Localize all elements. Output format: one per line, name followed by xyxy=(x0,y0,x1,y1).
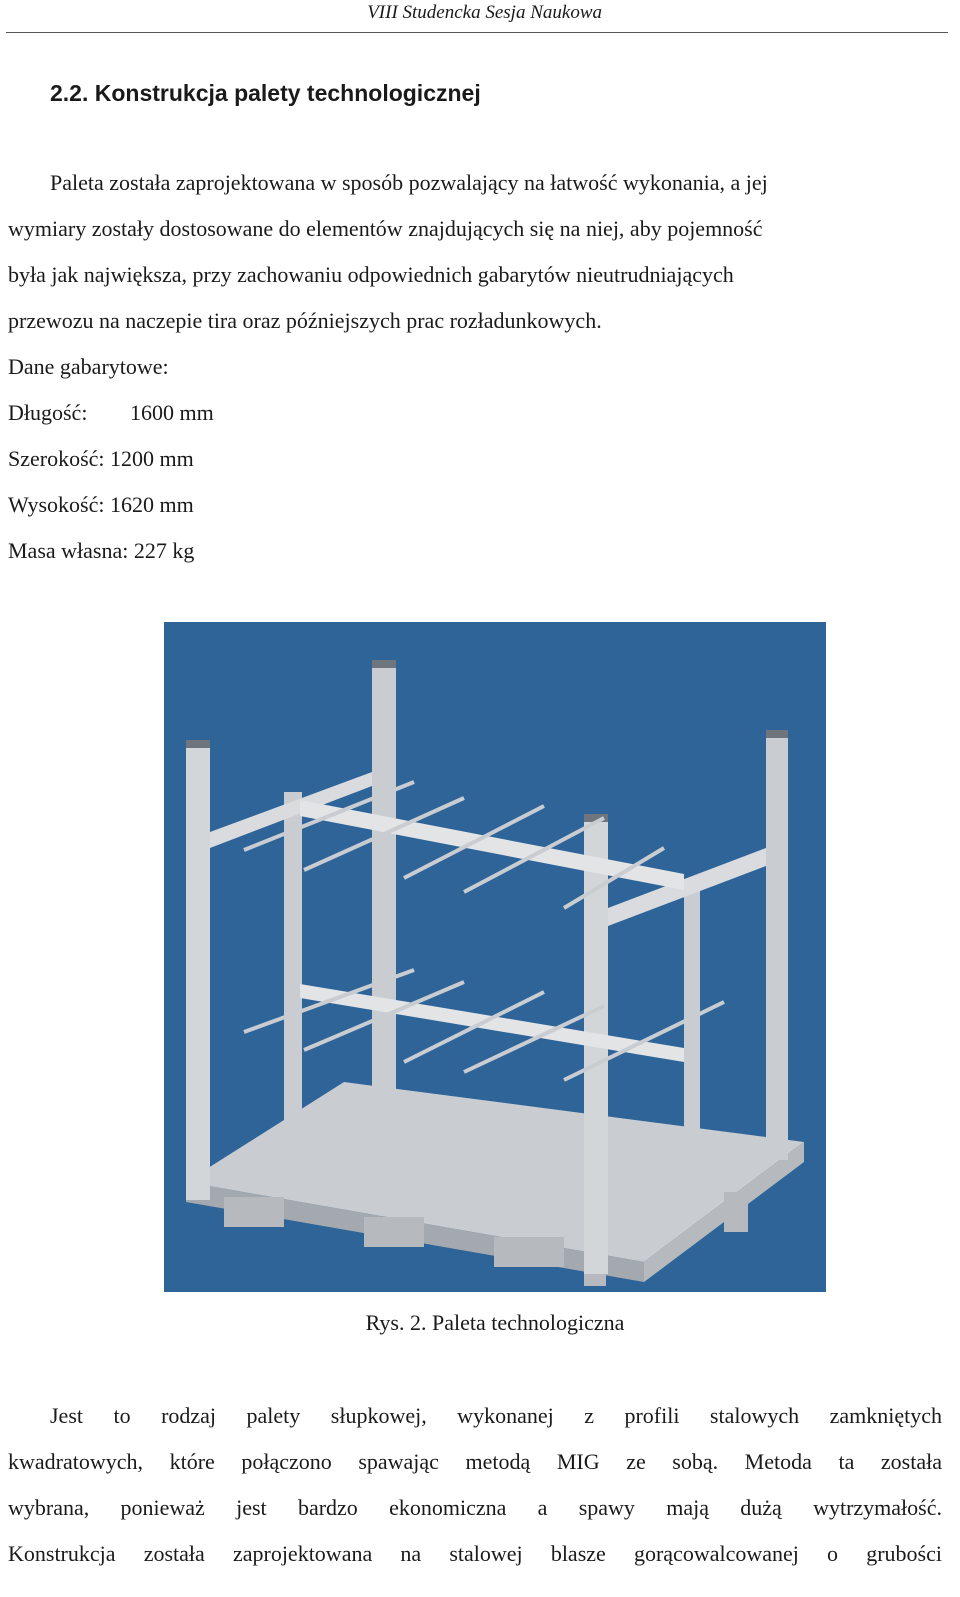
pallet-base-plate xyxy=(186,1082,804,1262)
pallet-post-middle xyxy=(284,792,302,1162)
spec-item-mass xyxy=(8,528,214,574)
paragraph-line: Konstrukcja została zaprojektowana na stalowej blasze gorącowalcowanej o grubości xyxy=(8,1541,942,1566)
spec-value: 1600 mm xyxy=(130,400,214,425)
spec-label: Szerokość: xyxy=(8,446,105,471)
pallet-post-cap xyxy=(372,660,396,668)
pallet-post-front-left xyxy=(186,740,210,1200)
pallet-foot xyxy=(724,1192,748,1232)
paragraph-line: była jak największa, przy zachowaniu odpowiednich gabarytów nieutrudniających xyxy=(8,262,734,287)
spec-label: Długość: xyxy=(8,400,88,425)
paragraph-line: przewozu na naczepie tira oraz późniejszych prac rozładunkowych. xyxy=(8,308,602,333)
spec-item-height xyxy=(8,482,214,528)
spec-heading: Dane gabarytowe: xyxy=(8,354,169,379)
paragraph-line: kwadratowych, które połączono spawając metodą MIG ze sobą. Metoda ta została xyxy=(8,1449,942,1474)
running-header-title: VIII Studencka Sesja Naukowa xyxy=(367,2,602,23)
paragraph-intro xyxy=(8,160,942,344)
pallet-foot xyxy=(364,1217,424,1247)
pallet-render-figure xyxy=(164,622,826,1292)
pallet-post-cap xyxy=(766,730,788,738)
spec-value: 227 kg xyxy=(133,538,195,563)
pallet-post-back-left xyxy=(372,660,396,1110)
paragraph-line: wymiary zostały dostosowane do elementów znajdujących się na niej, aby pojemność xyxy=(8,216,763,241)
pallet-foot xyxy=(494,1237,564,1267)
pallet-post-middle xyxy=(684,884,700,1204)
pallet-render-image xyxy=(164,622,826,1292)
figure-caption: Rys. 2. Paleta technologiczna xyxy=(365,1310,625,1335)
pallet-post-cap xyxy=(186,740,210,748)
spec-value: 1200 mm xyxy=(110,446,194,471)
paragraph-line: Jest to rodzaj palety słupkowej, wykonanej z profili stalowych zamkniętych xyxy=(50,1403,942,1428)
spec-label: Masa własna: xyxy=(8,538,129,563)
pallet-post-back-right xyxy=(766,730,788,1160)
spec-label: Wysokość: xyxy=(8,492,105,517)
section-title: 2.2. Konstrukcja palety technologicznej xyxy=(50,80,481,106)
dimension-spec-list xyxy=(8,344,214,574)
spec-item-length xyxy=(8,390,214,436)
running-header xyxy=(6,0,948,33)
pallet-foot xyxy=(224,1197,284,1227)
paragraph-line: Paleta została zaprojektowana w sposób pozwalający na łatwość wykonania, a jej xyxy=(50,170,768,195)
paragraph-construction xyxy=(8,1393,942,1577)
spec-item-width xyxy=(8,436,214,482)
spec-value: 1620 mm xyxy=(109,492,194,517)
paragraph-line: wybrana, ponieważ jest bardzo ekonomiczna a spawy mają dużą wytrzymałość. xyxy=(8,1495,942,1520)
